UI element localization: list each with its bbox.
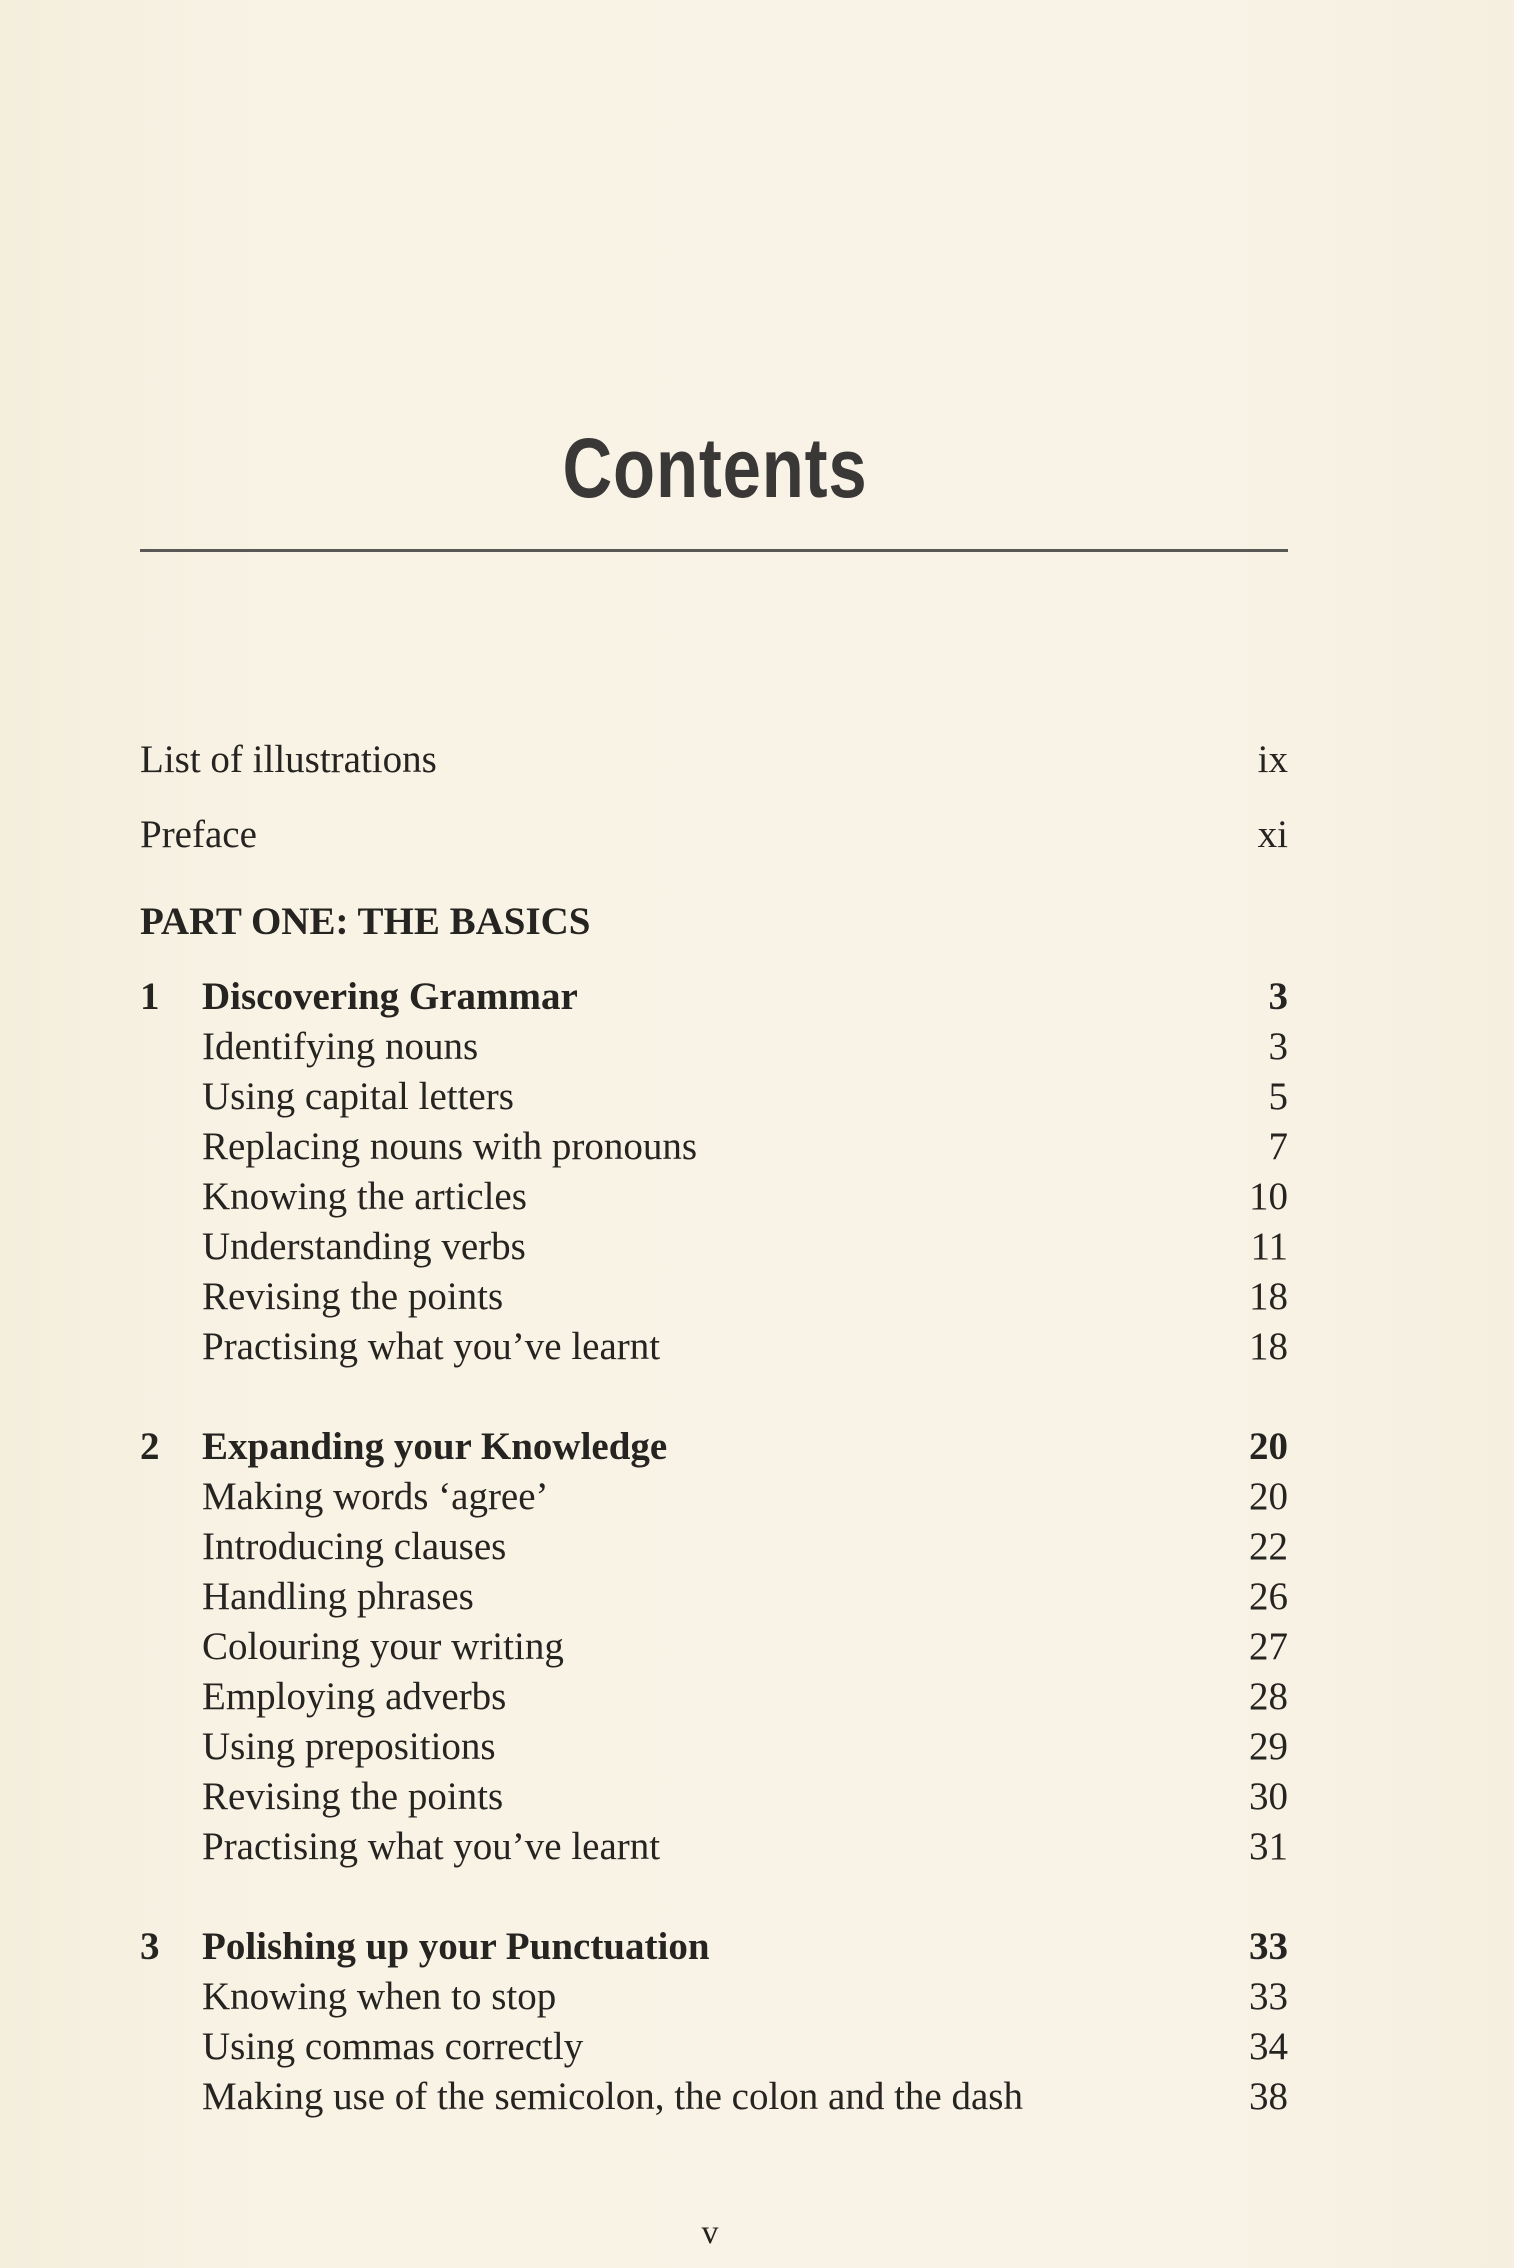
chapter-number: 1 bbox=[140, 975, 160, 1018]
section-label: Practising what you’ve learnt bbox=[202, 1825, 661, 1868]
section-label: Handling phrases bbox=[202, 1575, 474, 1618]
chapter-number: 2 bbox=[140, 1425, 160, 1468]
chapter-title: Discovering Grammar bbox=[202, 975, 578, 1018]
section-label: Knowing when to stop bbox=[202, 1975, 557, 2018]
section-label: Employing adverbs bbox=[202, 1675, 507, 1718]
section-page: 29 bbox=[1249, 1725, 1288, 1768]
section-label: Using prepositions bbox=[202, 1725, 496, 1768]
section-entry bbox=[140, 1222, 1288, 1272]
chapter-page: 3 bbox=[1268, 975, 1288, 1018]
section-label: Using commas correctly bbox=[202, 2025, 584, 2068]
page-number: v bbox=[701, 2214, 719, 2251]
section-entry bbox=[140, 1172, 1288, 1222]
section-label: Using capital letters bbox=[202, 1075, 514, 1118]
section-entry bbox=[140, 1972, 1288, 2022]
section-entry bbox=[140, 1572, 1288, 1622]
section-entry bbox=[140, 1822, 1288, 1872]
chapter-title: Expanding your Knowledge bbox=[202, 1425, 668, 1468]
section-page: 31 bbox=[1249, 1825, 1288, 1868]
section-page: 3 bbox=[1268, 1025, 1288, 1068]
chapter-3 bbox=[140, 1922, 1288, 2122]
section-label: Replacing nouns with pronouns bbox=[202, 1125, 698, 1168]
toc-entry-illustrations bbox=[140, 735, 1288, 785]
section-label: Practising what you’ve learnt bbox=[202, 1325, 661, 1368]
section-label: Colouring your writing bbox=[202, 1625, 564, 1668]
section-page: 5 bbox=[1268, 1075, 1288, 1118]
section-entry bbox=[140, 2072, 1288, 2122]
section-page: 33 bbox=[1249, 1975, 1288, 2018]
section-entry bbox=[140, 1622, 1288, 1672]
table-of-contents bbox=[140, 735, 1288, 2172]
section-page: 18 bbox=[1249, 1275, 1288, 1318]
section-label: Introducing clauses bbox=[202, 1525, 507, 1568]
toc-entry-preface bbox=[140, 810, 1288, 860]
chapter-page: 33 bbox=[1249, 1925, 1288, 1968]
section-entry bbox=[140, 1322, 1288, 1372]
chapter-title: Polishing up your Punctuation bbox=[202, 1925, 710, 1968]
section-label: Knowing the articles bbox=[202, 1175, 527, 1218]
section-entry bbox=[140, 1272, 1288, 1322]
chapter-heading bbox=[140, 1922, 1288, 1972]
section-entry bbox=[140, 1022, 1288, 1072]
section-entry bbox=[140, 1772, 1288, 1822]
section-page: 22 bbox=[1249, 1525, 1288, 1568]
section-entry bbox=[140, 1122, 1288, 1172]
section-page: 10 bbox=[1249, 1175, 1288, 1218]
section-label: Revising the points bbox=[202, 1775, 504, 1818]
section-page: 20 bbox=[1249, 1475, 1288, 1518]
section-entry bbox=[140, 1472, 1288, 1522]
chapter-heading bbox=[140, 1422, 1288, 1472]
section-entry bbox=[140, 1072, 1288, 1122]
toc-entry-label: Preface bbox=[140, 813, 257, 856]
toc-entry-label: List of illustrations bbox=[140, 738, 437, 781]
part-heading: PART ONE: THE BASICS bbox=[140, 900, 591, 943]
section-page: 18 bbox=[1249, 1325, 1288, 1368]
section-page: 34 bbox=[1249, 2025, 1288, 2068]
section-page: 11 bbox=[1250, 1225, 1288, 1268]
toc-entry-page: xi bbox=[1257, 813, 1288, 856]
chapter-number: 3 bbox=[140, 1925, 160, 1968]
section-entry bbox=[140, 1522, 1288, 1572]
section-label: Identifying nouns bbox=[202, 1025, 479, 1068]
title-rule bbox=[140, 549, 1288, 552]
section-page: 7 bbox=[1268, 1125, 1288, 1168]
section-entry bbox=[140, 1722, 1288, 1772]
section-label: Understanding verbs bbox=[202, 1225, 526, 1268]
section-entry bbox=[140, 2022, 1288, 2072]
toc-entry-page: ix bbox=[1257, 738, 1288, 781]
section-entry bbox=[140, 1672, 1288, 1722]
section-page: 27 bbox=[1249, 1625, 1288, 1668]
section-label: Making use of the semicolon, the colon and the dash bbox=[202, 2075, 1023, 2118]
section-page: 38 bbox=[1249, 2075, 1288, 2118]
page-title: Contents bbox=[562, 421, 868, 515]
section-label: Making words ‘agree’ bbox=[202, 1475, 549, 1518]
chapter-page: 20 bbox=[1249, 1425, 1288, 1468]
chapter-2 bbox=[140, 1422, 1288, 1872]
section-page: 26 bbox=[1249, 1575, 1288, 1618]
chapter-1 bbox=[140, 972, 1288, 1372]
section-page: 28 bbox=[1249, 1675, 1288, 1718]
chapter-heading bbox=[140, 972, 1288, 1022]
section-page: 30 bbox=[1249, 1775, 1288, 1818]
section-label: Revising the points bbox=[202, 1275, 504, 1318]
